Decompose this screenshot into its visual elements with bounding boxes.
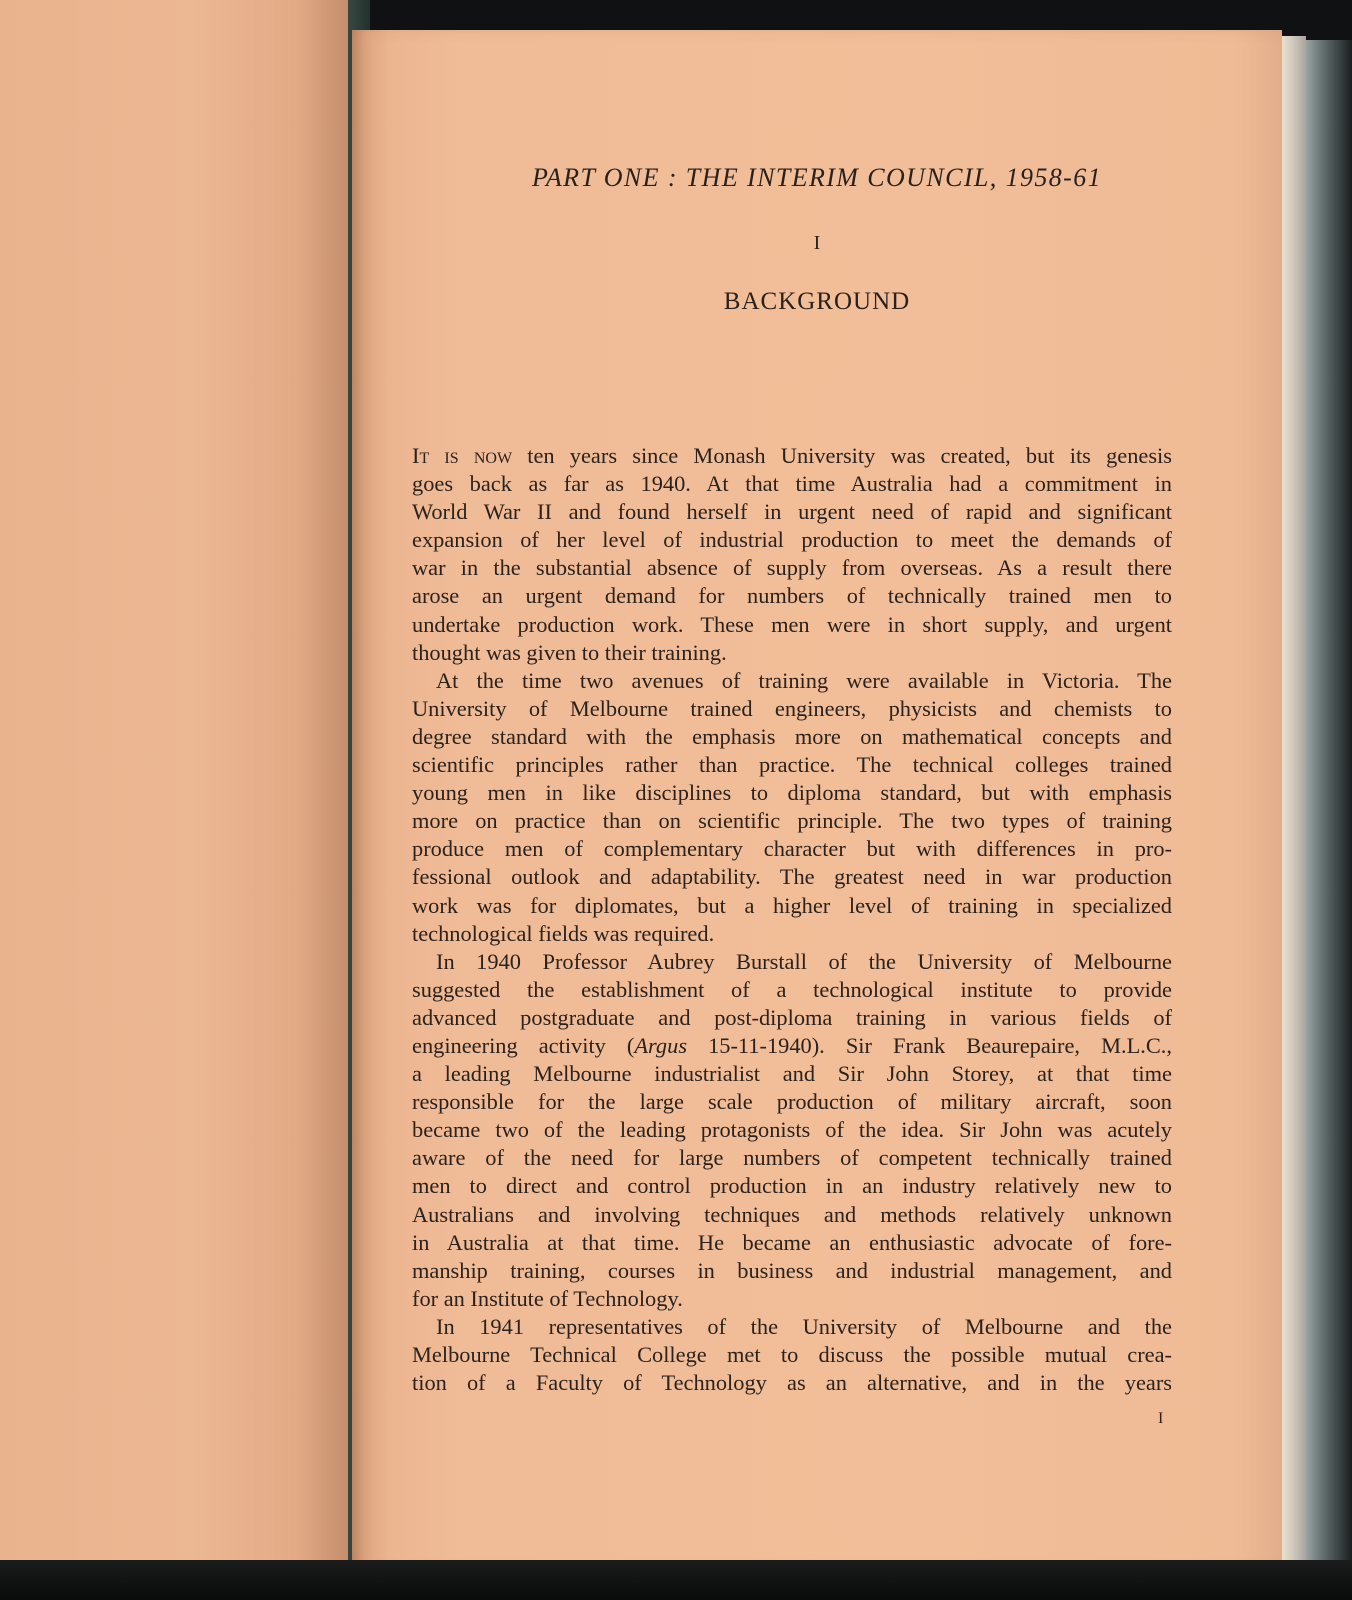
chapter-title: BACKGROUND [723, 288, 911, 315]
text-line: In 1940 Professor Aubrey Burstall of the University of Melbourne [436, 948, 1172, 974]
text-line: more on practice than on scientific principle. The two types of training [412, 808, 1172, 834]
text-line: University of Melbourne trained engineers, physicists and chemists to [412, 695, 1172, 721]
text-line: war in the substantial absence of supply from overseas. As a result there [412, 555, 1172, 581]
text-line: aware of the need for large numbers of competent technically trained [412, 1145, 1172, 1171]
text-line: in Australia at that time. He became an enthusiastic advocate of fore- [412, 1229, 1172, 1255]
text-line: for an Institute of Technology. [412, 1285, 683, 1311]
page-edge-stack [1282, 36, 1306, 1566]
text-line: manship training, courses in business and industrial management, and [412, 1257, 1172, 1283]
text-line: advanced postgraduate and post-diploma training in various fields of [412, 1004, 1172, 1030]
text-line: expansion of her level of industrial production to meet the demands of [412, 527, 1172, 553]
text-line: At the time two avenues of training were available in Victoria. The [436, 667, 1172, 693]
left-page-blank [0, 0, 348, 1572]
text-line: a leading Melbourne industrialist and Sir John Storey, at that time [412, 1061, 1172, 1087]
cover-edge [1306, 40, 1352, 1570]
text-line: arose an urgent demand for numbers of technically trained men to [412, 583, 1172, 609]
text-line: undertake production work. These men were in short supply, and urgent [412, 611, 1172, 637]
text-line: Melbourne Technical College met to discuss the possible mutual crea- [412, 1342, 1172, 1367]
text-line: thought was given to their training. [412, 639, 727, 665]
text-line: fessional outlook and adaptability. The greatest need in war production [412, 864, 1172, 890]
text-line: responsible for the large scale production of military aircraft, soon [412, 1089, 1172, 1115]
text-line: engineering activity (Argus 15-11-1940). Sir Frank Beaurepaire, M.L.C., [412, 1032, 1172, 1058]
text-line: young men in like disciplines to diploma standard, but with emphasis [412, 780, 1172, 806]
text-line: work was for diplomates, but a higher level of training in specialized [412, 892, 1172, 918]
body-text [412, 442, 1172, 1397]
text-line: Australians and involving techniques and methods relatively unknown [412, 1201, 1172, 1227]
text-line: It is now ten years since Monash University was created, but its genesis [412, 443, 1172, 468]
text-line: produce men of complementary character but with differences in pro- [412, 836, 1172, 862]
honorific-mlc: M.L.C., [1101, 1032, 1172, 1058]
text-line: goes back as far as 1940. At that time Australia had a commitment in [412, 471, 1172, 497]
text-line: scientific principles rather than practice. The technical colleges trained [412, 752, 1172, 778]
page-number: I [1158, 1410, 1164, 1427]
text-line: men to direct and control production in an industry relatively new to [412, 1173, 1172, 1199]
part-title: PART ONE : THE INTERIM COUNCIL, 1958-61 [531, 163, 1103, 192]
text-line: suggested the establishment of a technological institute to provide [412, 976, 1172, 1002]
chapter-number: I [813, 232, 821, 254]
text-line: became two of the leading protagonists of the idea. Sir John was acutely [412, 1117, 1172, 1143]
text-line: World War II and found herself in urgent need of rapid and significant [412, 499, 1172, 525]
lead-in: It is now [412, 443, 513, 468]
text-line: technological fields was required. [412, 920, 715, 946]
text-line: In 1941 representatives of the University of Melbourne and the [436, 1313, 1172, 1339]
bottom-shadow [0, 1560, 1352, 1600]
text-line: tion of a Faculty of Technology as an alternative, and in the years [412, 1370, 1172, 1396]
text-line: degree standard with the emphasis more on mathematical concepts and [412, 723, 1172, 749]
citation-argus: Argus [634, 1032, 688, 1058]
